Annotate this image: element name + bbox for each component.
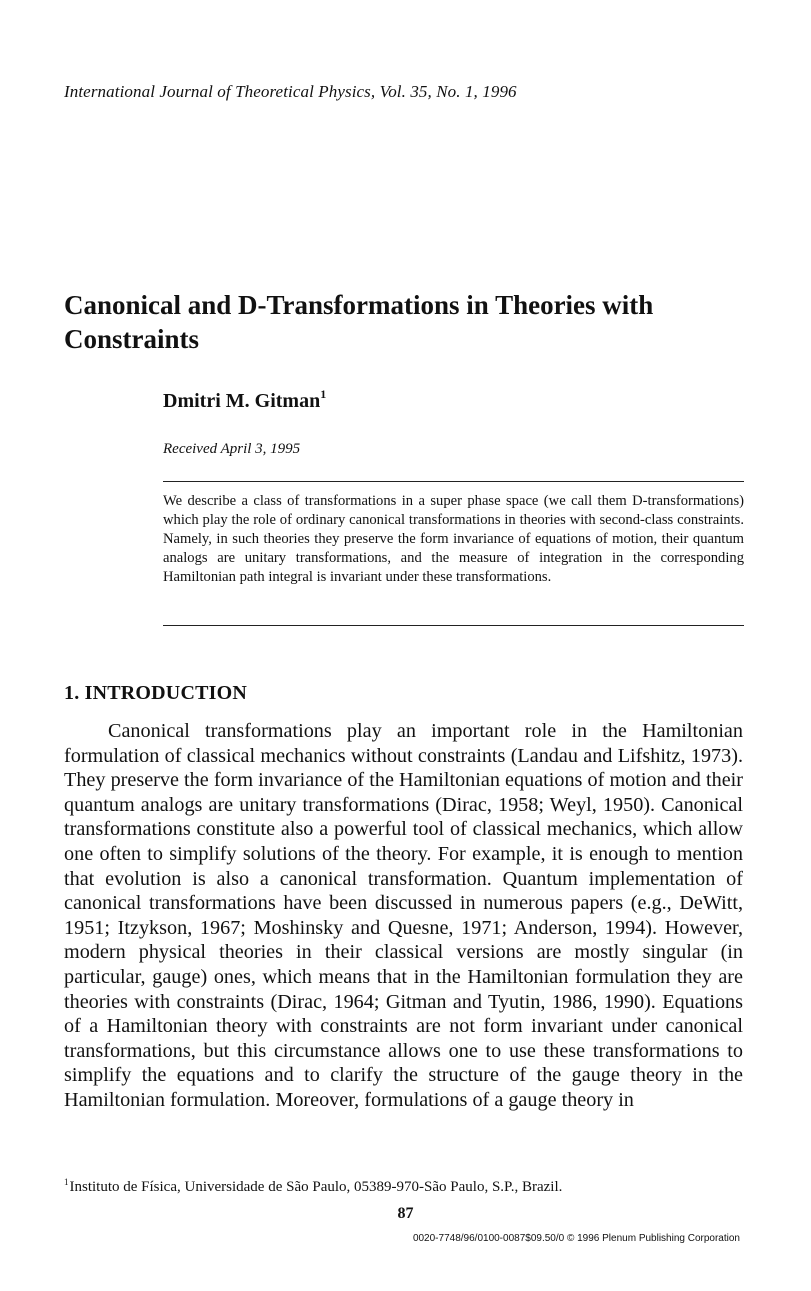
journal-header: International Journal of Theoretical Physics, Vol. 35, No. 1, 1996 (64, 82, 517, 101)
copyright-line: 0020-7748/96/0100-0087$09.50/0 © 1996 Plenum Publishing Corporation (412, 1233, 740, 1244)
abstract: We describe a class of transformations in a super phase space (we call them D-transformations) which play the role of ordinary canonical transformations in theories with second-class constraints. Namely, in such theories they preserve the form invariance of equations of motion, their quantum analogs are unitary transformations, and the measure of integration in the corresponding Hamiltonian path integral is invariant under these transformations. (163, 493, 744, 585)
footnote-mark: 1 (64, 1177, 69, 1187)
footnote (64, 1177, 562, 1196)
abstract-bottom-rule (163, 625, 744, 626)
article-title: Canonical and D-Transformations in Theories with Constraints (64, 290, 654, 354)
author-footnote-mark: 1 (320, 387, 327, 401)
body-paragraph: Canonical transformations play an important role in the Hamiltonian formulation of classical mechanics without constraints (Landau and Lifshitz, 1973). They preserve the form invariance of the Hamiltonian equations of motion and their quantum analogs are unitary transformations (Dirac, 1958; Weyl, 1950). Canonical transformations constitute also a powerful tool of classical mechanics, which allow one often to simplify solutions of the theory. For example, it is enough to mention that evolution is also a canonical transformation. Quantum implementation of canonical transformations have been discussed in numerous papers (e.g., DeWitt, 1951; Itzykson, 1967; Moshinsky and Quesne, 1971; Anderson, 1994). However, modern physical theories in their classical versions are mostly singular (in particular, gauge) ones, which means that in the Hamiltonian formulation they are theories with constraints (Dirac, 1964; Gitman and Tyutin, 1986, 1990). Equations of a Hamiltonian theory with constraints are not form invariant under canonical transformations, but this circumstance allows one to use these transformations to simplify the equations and to clarify the structure of the gauge theory in the Hamiltonian formulation. Moreover, formulations of a gauge theory in (64, 720, 743, 1111)
section-heading: 1. INTRODUCTION (64, 682, 248, 704)
footnote-text: Instituto de Física, Universidade de São Paulo, 05389-970-São Paulo, S.P., Brazil. (69, 1179, 563, 1195)
author-line (163, 387, 326, 413)
abstract-top-rule (163, 481, 744, 482)
author-name: Dmitri M. Gitman (163, 390, 321, 412)
page-number: 87 (397, 1205, 414, 1222)
received-date: Received April 3, 1995 (163, 441, 301, 457)
